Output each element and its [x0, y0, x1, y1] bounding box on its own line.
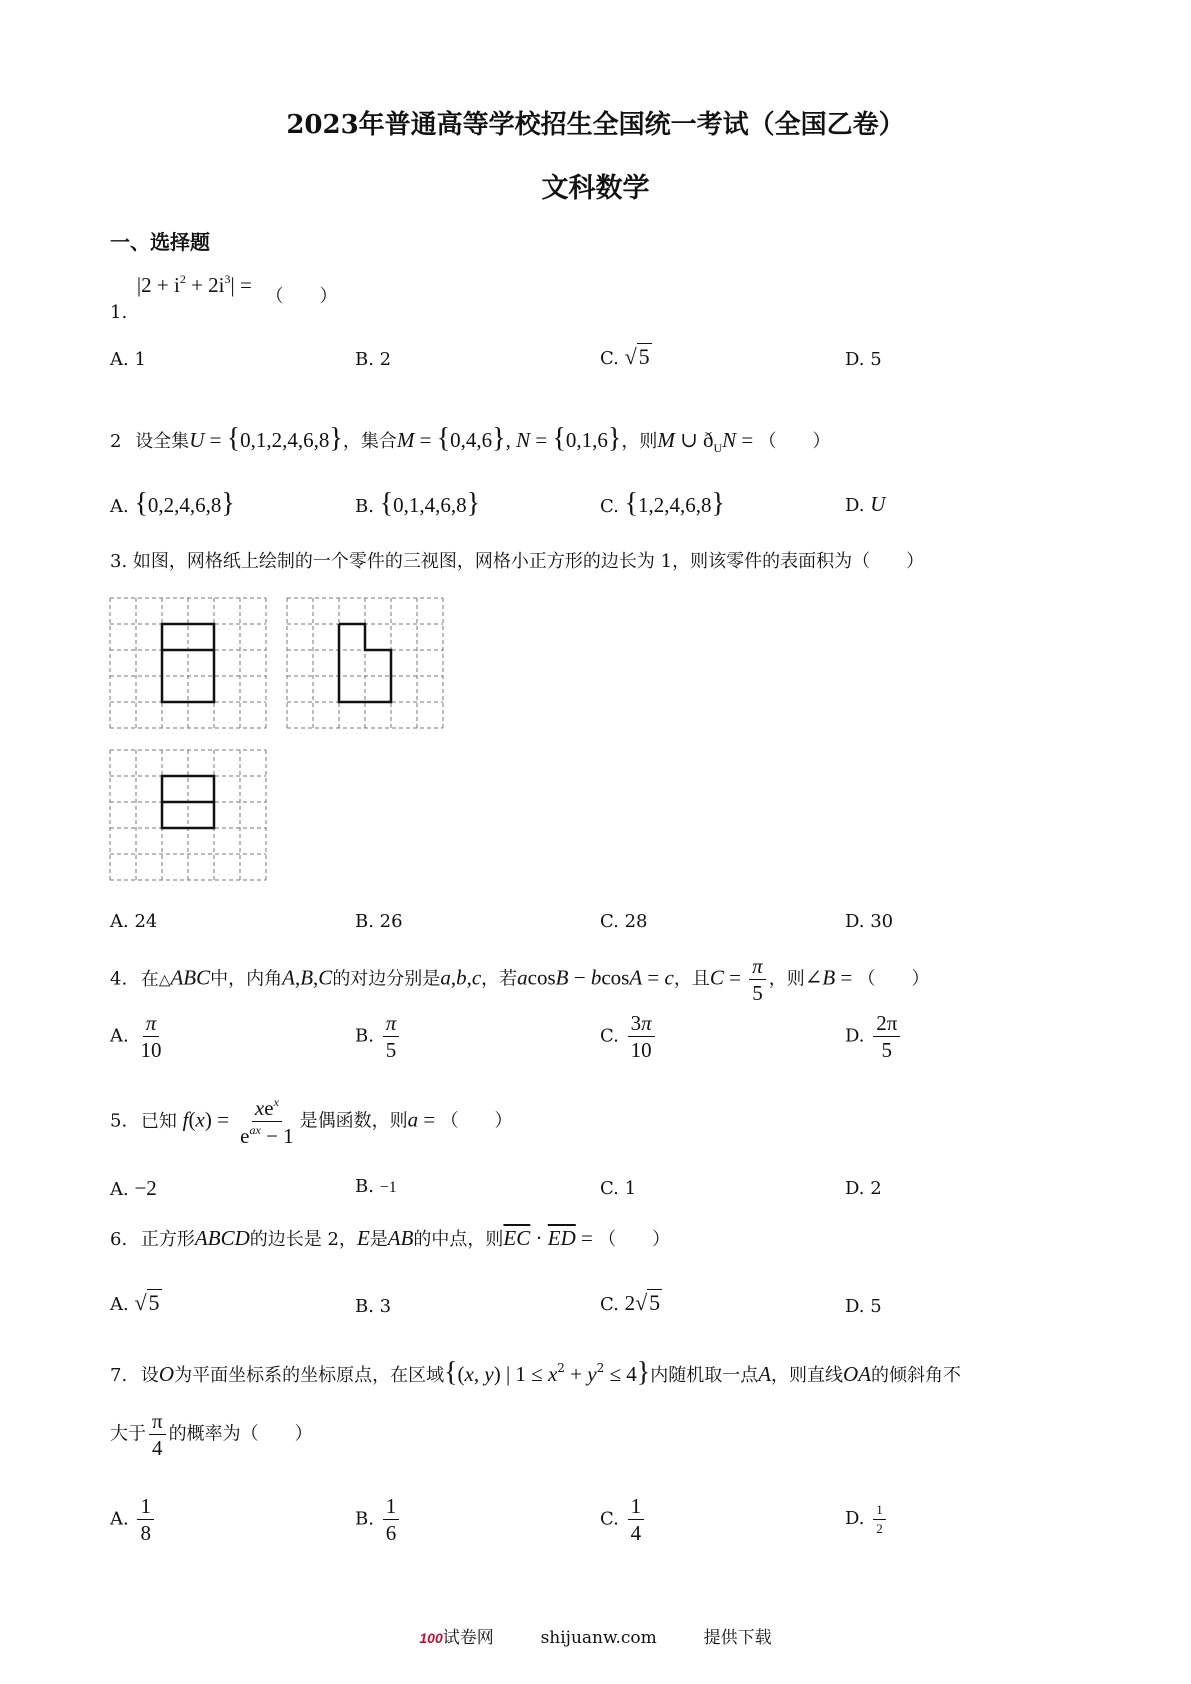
q5-option-a[interactable]: A. −2 [110, 1176, 157, 1200]
q1-option-a[interactable]: A. 1 [110, 349, 146, 370]
side-view-figure [285, 596, 450, 731]
top-view-figure [108, 748, 273, 883]
q2-option-d[interactable]: D. U [845, 492, 886, 516]
question-6: 6. 正方形ABCD的边长是 2，E是AB的中点，则$\overline{EC} \cdot \overline{ED}$ = （ ） [110, 1226, 671, 1250]
q5-option-d[interactable]: D. 2 [845, 1178, 882, 1199]
q6-option-a[interactable]: A. √5 [110, 1290, 160, 1315]
page-title: 2023年普通高等学校招生全国统一考试（全国乙卷） [286, 110, 905, 140]
question-number: 6. [110, 1229, 128, 1250]
q7-option-a[interactable]: A. $\frac{1}{8}$ [110, 1495, 157, 1544]
q7-option-b[interactable]: B. $\frac{1}{6}$ [355, 1495, 402, 1544]
page-subtitle: 文科数学 [541, 173, 650, 204]
q5-option-b[interactable]: B. −1 [355, 1176, 397, 1197]
q3-option-c[interactable]: C. 28 [600, 911, 648, 932]
question-number: 4. [110, 968, 128, 990]
q7-option-c[interactable]: C. $\frac{1}{4}$ [600, 1495, 647, 1544]
site-url[interactable]: shijuanw.com [540, 1628, 657, 1648]
q2-option-c[interactable]: C. {1,2,4,6,8} [600, 488, 725, 519]
q2-option-b[interactable]: B. {0,1,4,6,8} [355, 488, 481, 519]
question-7: 7. 设O为平面坐标系的坐标原点，在区域{(x, y) | $1 \le x^2 + y^2 \le 4$}内随机取一点A，则直线OA的倾斜角不 [110, 1357, 962, 1388]
q6-option-b[interactable]: B. 3 [355, 1296, 392, 1317]
question-5: 5. 已知 f(x) = $\frac{xe^x}{e^{ax} - 1}$ 是偶函数，则a = （ ） [110, 1095, 513, 1149]
question-number: 2 [110, 431, 122, 452]
site-logo: 100 [419, 1630, 443, 1646]
q4-option-d[interactable]: D. $\frac{2\pi}{5}$ [845, 1012, 903, 1061]
q3-option-d[interactable]: D. 30 [845, 911, 894, 932]
q4-option-b[interactable]: B. $\frac{\pi}{5}$ [355, 1012, 402, 1061]
q1-option-b[interactable]: B. 2 [355, 349, 392, 370]
question-number: 1. [110, 302, 128, 323]
q2-option-a[interactable]: A. {0,2,4,6,8} [110, 488, 235, 519]
front-view-figure [108, 596, 273, 731]
question-7-line-2: 大于 $\frac{\pi}{4}$ 的概率为（ ） [110, 1409, 313, 1461]
q5-option-c[interactable]: C. 1 [600, 1178, 637, 1199]
question-4: 4. 在△ABC中，内角A,B,C的对边分别是a,b,c，若acosB − bcosA = c，且C = $\frac{\pi}{5}$ ，则∠B = （ ） [110, 954, 930, 1006]
q1-option-c[interactable]: C. √5 [600, 344, 650, 369]
question-1: 1. $|2 + i^2 + 2i^3|$ = （ ） [110, 272, 338, 323]
q1-option-d[interactable]: D. 5 [845, 349, 882, 370]
q6-option-d[interactable]: D. 5 [845, 1296, 882, 1317]
q4-option-a[interactable]: A. $\frac{\pi}{10}$ [110, 1011, 162, 1063]
q7-option-d[interactable]: D. $\frac{1}{2}$ [845, 1503, 889, 1535]
q4-option-c[interactable]: C. $\frac{3\pi}{10}$ [600, 1012, 658, 1061]
q6-option-c[interactable]: C. 2√5 [600, 1290, 661, 1315]
question-2: 2 设全集U = {0,1,2,4,6,8}，集合M = {0,4,6}, N = {0,1,6}，则M ∪ $ð_UN$ = （ ） [110, 423, 831, 455]
question-number: 5. [110, 1110, 128, 1132]
site-name: 试卷网 [442, 1628, 494, 1648]
section-heading: 一、选择题 [110, 230, 210, 254]
question-number: 7. [110, 1365, 128, 1386]
question-3: 3. 如图，网格纸上绘制的一个零件的三视图，网格小正方形的边长为 1，则该零件的表面积为（ ） [110, 551, 925, 572]
download-note: 提供下载 [703, 1628, 772, 1648]
q3-option-a[interactable]: A. 24 [110, 911, 158, 932]
q3-option-b[interactable]: B. 26 [355, 911, 403, 932]
page-footer [0, 1623, 1191, 1648]
